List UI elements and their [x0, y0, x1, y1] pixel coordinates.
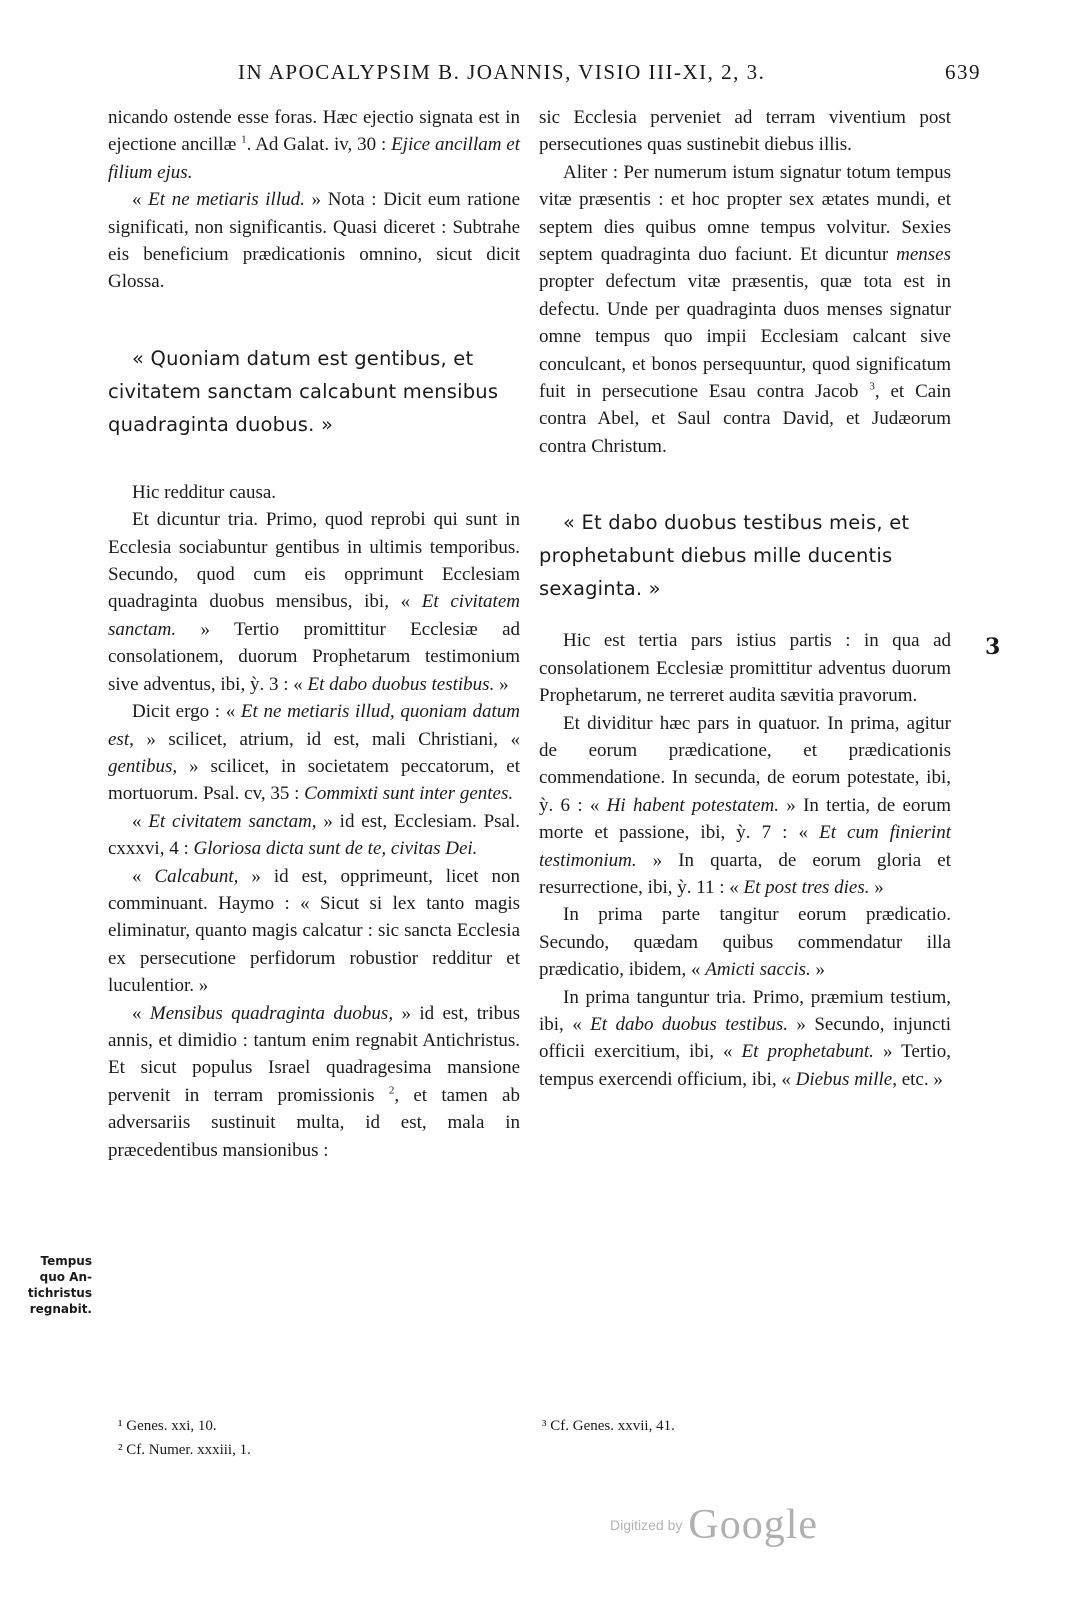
scripture-quote: « Et dabo duobus testibus meis, et prophetabunt diebus mille ducentis sexaginta. »	[539, 511, 910, 601]
paragraph: Aliter : Per numerum istum signatur totum tempus vitæ præsentis : et hoc propter sex ætates mundi, et septem dies quibus omne tempus volvitur. Sexies septem quadraginta duo faciunt. Et dicuntur menses propter defectum vitæ præsentis, quæ tota est in defectu. Unde per quadraginta duos menses signatur omne tempus quo impii Ecclesiam calcant sive conculcant, et bonos persequuntur, quod significatum fuit in persecutione Esau contra Jacob $^3$, et Cain contra Abel, et Saul contra David, et Judæorum contra Christum.	[539, 161, 951, 457]
paragraph: Hic est tertia pars istius partis : in qua ad consolationem Ecclesiæ promittitur adventus duorum Prophetarum, ne terreret audita sævitia pravorum.	[539, 630, 951, 707]
footnote: ² Cf. Numer. xxxiii, 1.	[118, 1442, 251, 1458]
page-number: 639	[945, 60, 981, 84]
paragraph: « Et civitatem sanctam, » id est, Ecclesiam. Psal. cxxxvi, 4 : Gloriosa dicta sunt de te, civitas Dei.	[108, 810, 520, 860]
paragraph: In prima parte tangitur eorum prædicatio. Secundo, quædam quibus commendatur illa prædicatio, ibidem, « Amicti saccis. »	[539, 904, 951, 981]
digitized-watermark	[610, 1500, 818, 1550]
footnotes-right	[542, 1414, 922, 1438]
paragraph: sic Ecclesia perveniet ad terram viventium post persecutiones quas sustinebit diebus illis.	[539, 107, 951, 156]
paragraph: Et dividitur hæc pars in quatuor. In prima, agitur de eorum prædicatione, et prædicationis commendatione. In secunda, de eorum potestate, ibi, ỳ. 6 : « Hi habent potestatem. » In tertia, de eorum morte et passione, ibi, ỳ. 7 : « Et cum finierint testimonium. » In quarta, de eorum gloria et resurrectione, ibi, ỳ. 11 : « Et post tres dies. »	[539, 712, 951, 898]
paragraph: « Mensibus quadraginta duobus, » id est, tribus annis, et dimidio : tantum enim regnabit Antichristus. Et sicut populus Israel quadragesima mansione pervenit in terram promissionis $^2$, et tamen ab adversariis sustinuit multa, id est, mala in præcedentibus mansionibus :	[108, 1002, 521, 1161]
footnotes-left	[118, 1414, 498, 1462]
paragraph: Et dicuntur tria. Primo, quod reprobi qui sunt in Ecclesia sociabuntur gentibus in ultimis temporibus. Secundo, quod cum eis opprimunt Ecclesiam quadraginta duobus mensibus, ibi, « Et civitatem sanctam. » Tertio promittitur Ecclesiæ ad consolationem, duorum Prophetarum testimonium sive adventus, ibi, ỳ. 3 : « Et dabo duobus testibus. »	[108, 509, 520, 695]
footnote: ³ Cf. Genes. xxvii, 41.	[542, 1418, 675, 1434]
running-header	[0, 60, 1068, 90]
paragraph: Hic redditur causa.	[132, 481, 277, 503]
paragraph: In prima tanguntur tria. Primo, præmium testium, ibi, « Et dabo duobus testibus. » Secundo, injuncti officii exercitium, ibi, « Et prophetabunt. » Tertio, tempus exercendi officium, ibi, « Diebus mille, etc. »	[539, 986, 952, 1090]
footnote: ¹ Genes. xxi, 10.	[118, 1418, 217, 1434]
running-title: IN APOCALYPSIM B. JOANNIS, VISIO III-XI, 2, 3.	[238, 60, 766, 84]
scripture-quote: « Quoniam datum est gentibus, et civitatem sanctam calcabunt mensibus quadraginta duobus. »	[108, 346, 499, 436]
paragraph: Dicit ergo : « Et ne metiaris illud, quoniam datum est, » scilicet, atrium, id est, mali Christiani, « gentibus, » scilicet, in societatem peccatorum, et mortuorum. Psal. cv, 35 : Commixti sunt inter gentes.	[108, 701, 521, 805]
left-column	[108, 104, 520, 1164]
paragraph: « Calcabunt, » id est, opprimeunt, licet non comminuant. Haymo : « Sicut si lex tanto magis eliminatur, quanto magis calcatur : sic sancta Ecclesia ex persecutione perfidorum robustior redditur et luculentior. »	[108, 865, 520, 997]
digitized-label: Digitized by	[610, 1517, 683, 1533]
paragraph: nicando ostende esse foras. Hæc ejectio signata est in ejectione ancillæ $^1$. Ad Galat. iv, 30 : Ejice ancillam et filium ejus.	[108, 107, 520, 183]
margin-note: Tempus quo An- tichristus regnabit.	[27, 1254, 92, 1316]
right-column	[539, 104, 951, 1093]
paragraph: « Et ne metiaris illud. » Nota : Dicit eum ratione significati, non significantis. Quasi diceret : Subtrahe eis beneficium prædicationis omnino, sicut dicit Glossa.	[108, 189, 521, 293]
google-logo: Google	[688, 1502, 819, 1548]
verse-marker: 3	[985, 634, 1001, 660]
